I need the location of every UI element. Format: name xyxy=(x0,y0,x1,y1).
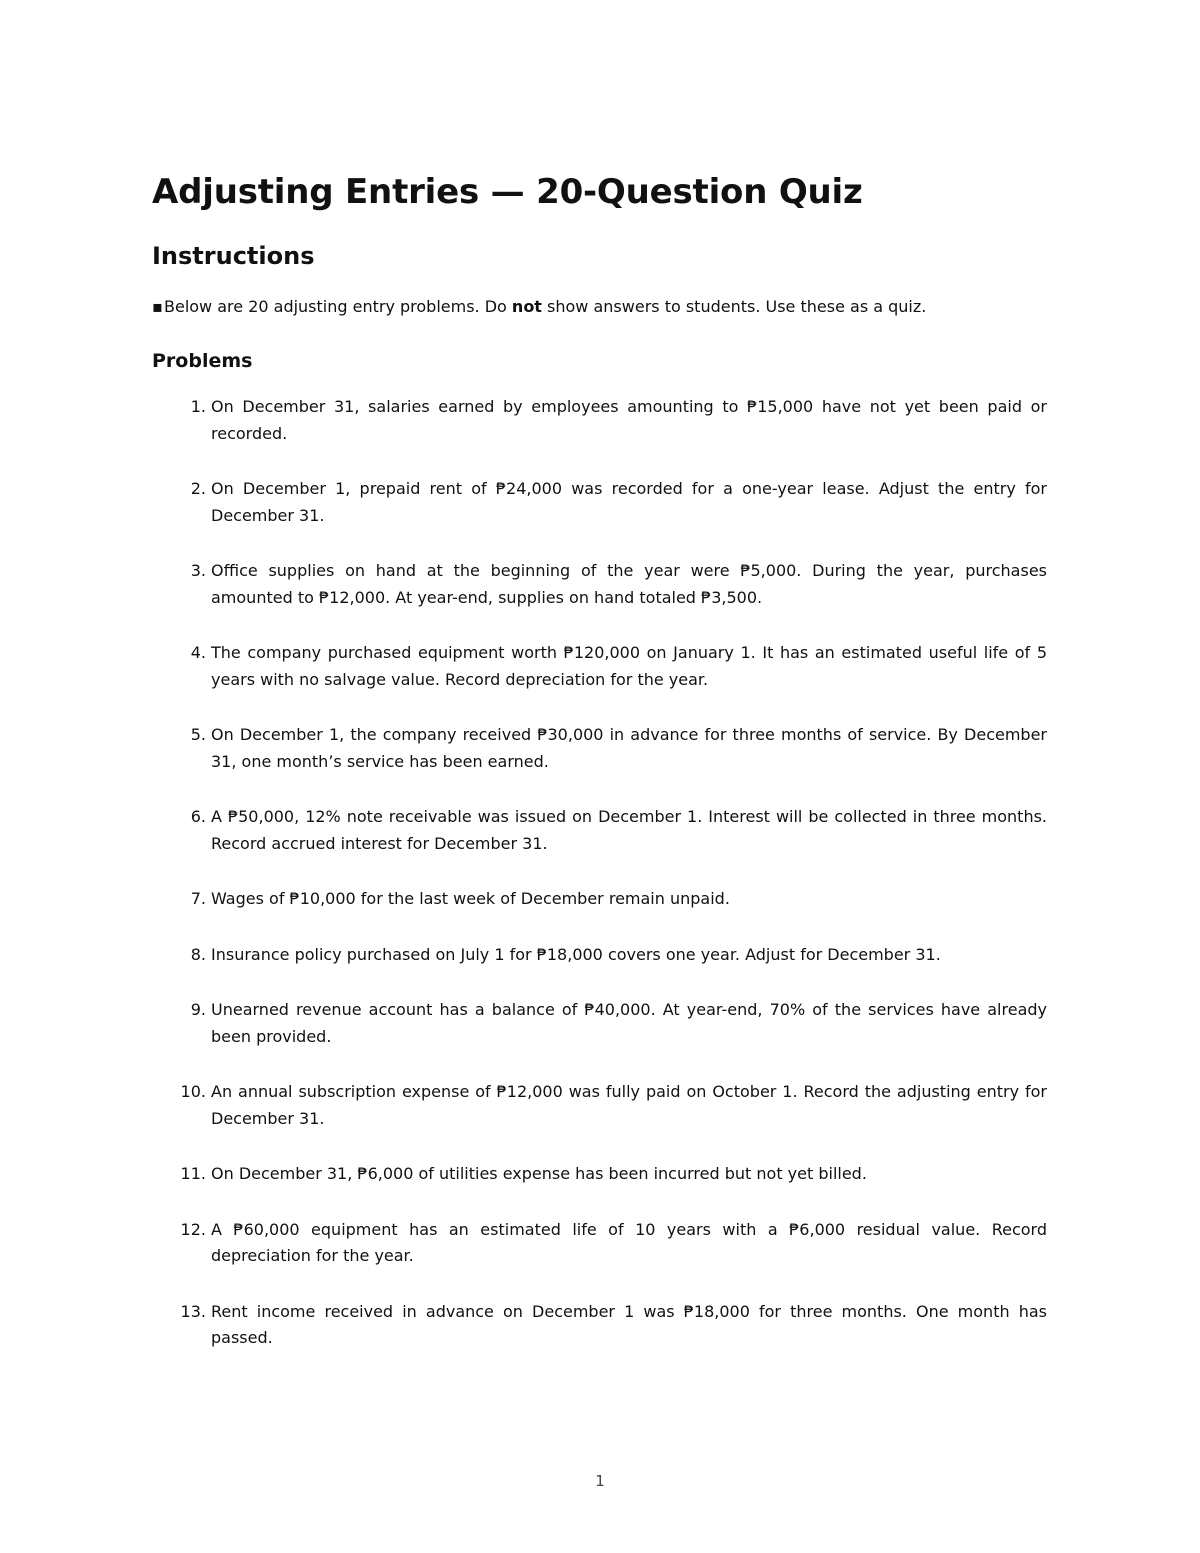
problems-heading: Problems xyxy=(152,350,253,372)
problem-item xyxy=(152,558,1047,611)
problem-item xyxy=(152,886,1047,913)
problem-item xyxy=(152,804,1047,857)
problem-text: Insurance policy purchased on July 1 for ₱18,000 covers one year. Adjust for December 31. xyxy=(211,944,941,964)
document-title: Adjusting Entries — 20-Question Quiz xyxy=(152,172,863,212)
problem-item xyxy=(152,722,1047,775)
instruction-text-before: Below are 20 adjusting entry problems. Do xyxy=(164,297,512,316)
problem-item xyxy=(152,1079,1047,1132)
problem-item xyxy=(152,640,1047,693)
problem-text: The company purchased equipment worth ₱120,000 on January 1. It has an estimated useful life of 5 years with no salvage value. Record depreciation for the year. xyxy=(211,643,1047,689)
page-number: 1 xyxy=(595,1472,605,1490)
problem-text: Rent income received in advance on December 1 was ₱18,000 for three months. One month has passed. xyxy=(211,1301,1047,1347)
problem-text: An annual subscription expense of ₱12,000 was fully paid on October 1. Record the adjusting entry for December 31. xyxy=(211,1082,1047,1128)
instructions-heading: Instructions xyxy=(152,242,315,270)
problem-number: 6. xyxy=(190,807,206,826)
problem-number: 4. xyxy=(190,643,206,662)
problem-number: 7. xyxy=(190,889,206,908)
problem-number: 8. xyxy=(190,944,206,964)
problem-text: Wages of ₱10,000 for the last week of December remain unpaid. xyxy=(211,889,730,908)
problem-item xyxy=(152,476,1047,529)
problem-item xyxy=(152,1161,1047,1188)
document-body xyxy=(152,170,1047,1381)
instruction-emphasis: not xyxy=(511,297,542,316)
problem-text: Office supplies on hand at the beginning of the year were ₱5,000. During the year, purchases amounted to ₱12,000. At year-end, supplies on hand totaled ₱3,500. xyxy=(211,561,1047,607)
problem-text: A ₱50,000, 12% note receivable was issued on December 1. Interest will be collected in three months. Record accrued interest for December 31. xyxy=(211,807,1047,853)
problem-item xyxy=(152,394,1047,447)
problem-item xyxy=(152,1299,1047,1352)
problem-text: On December 31, salaries earned by employees amounting to ₱15,000 have not yet been paid or recorded. xyxy=(211,397,1047,443)
problem-item xyxy=(152,942,1047,969)
problem-number: 2. xyxy=(190,479,206,498)
problem-item xyxy=(152,997,1047,1050)
problem-number: 10. xyxy=(180,1082,206,1101)
bullet-icon: ▪ xyxy=(152,297,163,316)
instruction-text-after: show answers to students. Use these as a quiz. xyxy=(541,297,927,316)
problem-item xyxy=(152,1217,1047,1270)
problem-number: 5. xyxy=(190,725,206,744)
problem-number: 1. xyxy=(190,397,206,416)
instruction-item xyxy=(152,294,1047,320)
problem-text: Unearned revenue account has a balance of ₱40,000. At year-end, 70% of the services have already been provided. xyxy=(211,1000,1047,1046)
problem-text: A ₱60,000 equipment has an estimated life of 10 years with a ₱6,000 residual value. Record depreciation for the year. xyxy=(211,1219,1047,1265)
problem-number: 13. xyxy=(180,1301,206,1321)
problem-number: 3. xyxy=(190,561,206,580)
problem-text: On December 1, prepaid rent of ₱24,000 was recorded for a one-year lease. Adjust the entry for December 31. xyxy=(211,479,1047,525)
problem-number: 12. xyxy=(180,1219,206,1239)
problem-text: On December 1, the company received ₱30,000 in advance for three months of service. By December 31, one month’s service has been earned. xyxy=(211,725,1047,771)
problems-list xyxy=(152,394,1047,1352)
problem-text: On December 31, ₱6,000 of utilities expense has been incurred but not yet billed. xyxy=(211,1164,867,1183)
problem-number: 9. xyxy=(190,1000,206,1019)
problem-number: 11. xyxy=(180,1164,206,1183)
